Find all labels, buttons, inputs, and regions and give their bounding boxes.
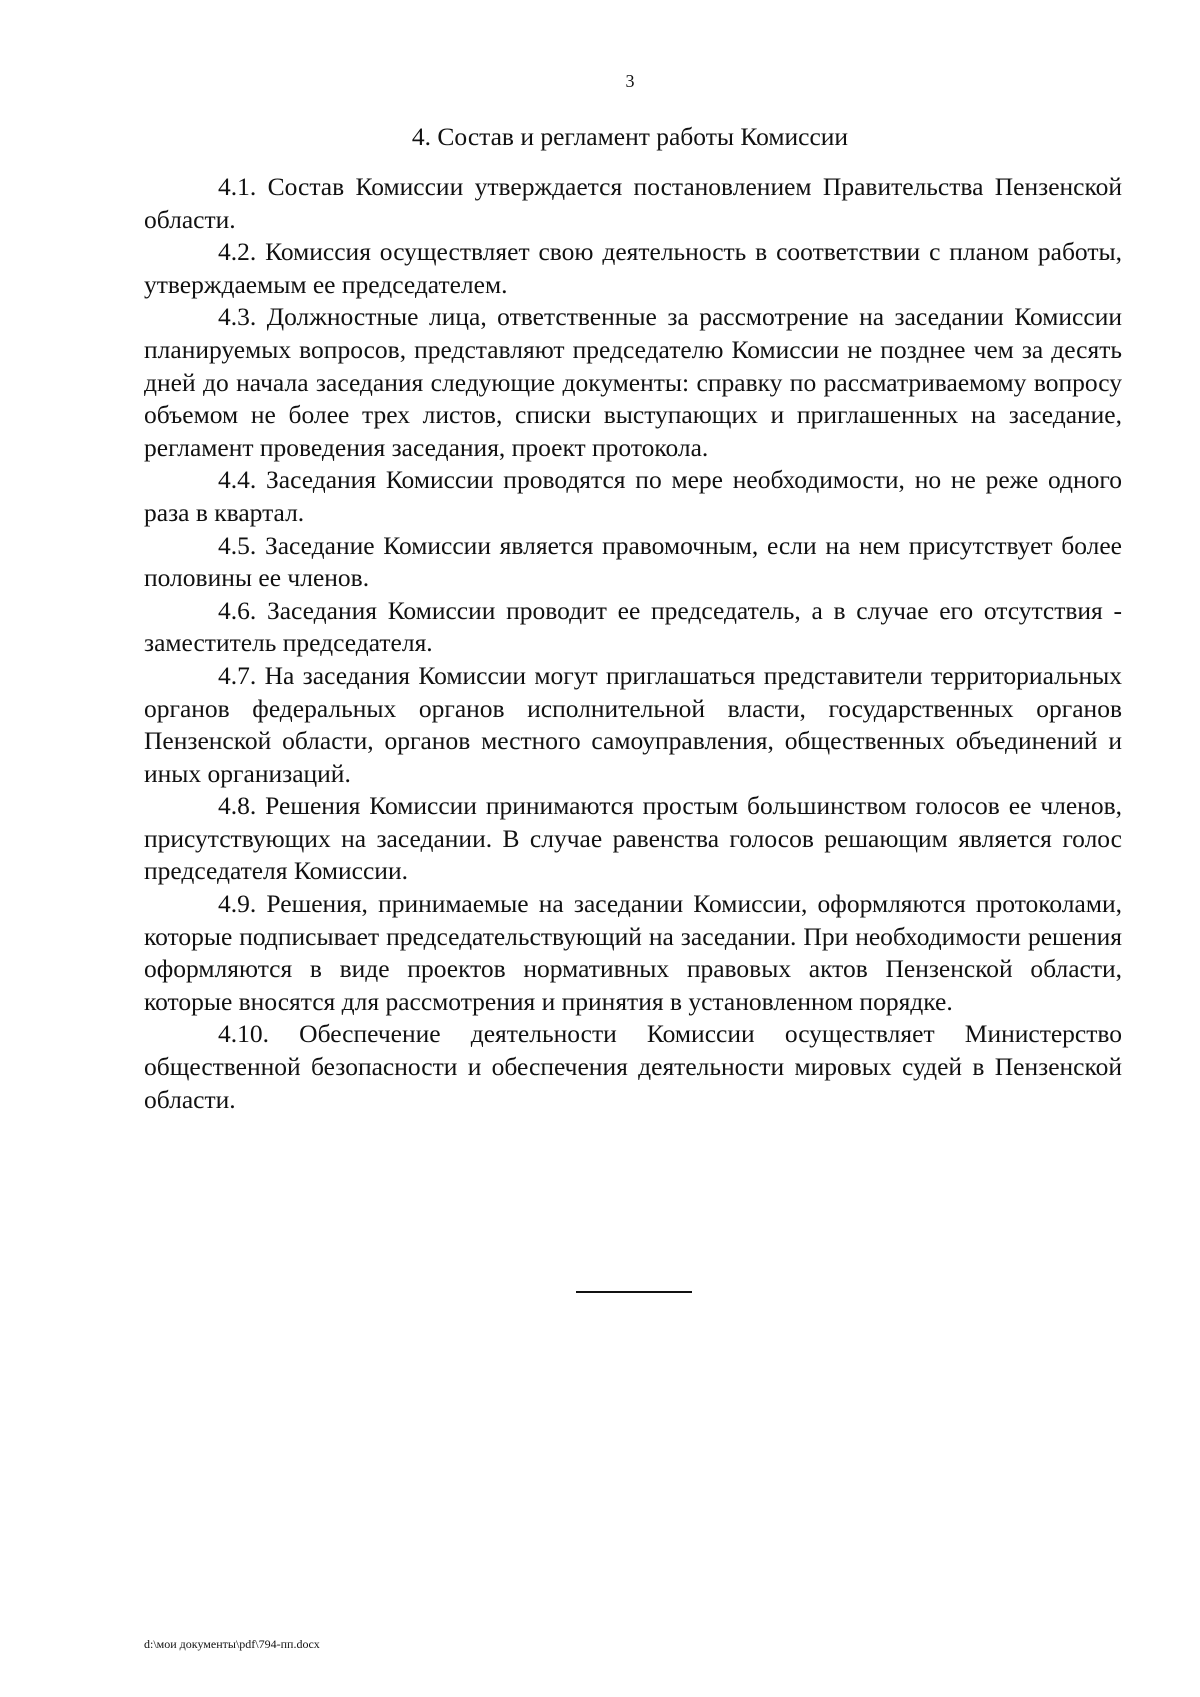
paragraph-4-10: 4.10. Обеспечение деятельности Комиссии осуществляет Министерство общественной безопасности и обеспечения деятельности мировых судей в Пензенской области. (144, 1019, 1122, 1114)
section-heading: 4. Состав и регламент работы Комиссии (411, 122, 849, 151)
closing-divider (576, 1291, 692, 1293)
paragraph-4-6: 4.6. Заседания Комиссии проводит ее председатель, а в случае его отсутствия - заместитель председателя. (144, 595, 1122, 658)
paragraph-4-3: 4.3. Должностные лица, ответственные за рассмотрение на заседании Комиссии планируемых вопросов, представляют председателю Комиссии не позднее чем за десять дней до начала заседания следующие документы: справку по рассматриваемому вопросу объемом не более трех листов, списки выступающих и приглашенных на заседание, регламент проведения заседания, проект протокола. (144, 302, 1122, 462)
section-body (144, 171, 1122, 1116)
page-number: 3 (625, 71, 635, 91)
footer-file-path: d:\мои документы\pdf\794-пп.docx (144, 1637, 320, 1651)
paragraph-4-4: 4.4. Заседания Комиссии проводятся по мере необходимости, но не реже одного раза в квартал. (144, 465, 1122, 527)
paragraph-4-5: 4.5. Заседание Комиссии является правомочным, если на нем присутствует более половины ее членов. (144, 530, 1122, 593)
paragraph-4-9: 4.9. Решения, принимаемые на заседании Комиссии, оформляются протоколами, которые подписывает председательствующий на заседании. При необходимости решения оформляются в виде проектов нормативных правовых актов Пензенской области, которые вносятся для рассмотрения и принятия в установленном порядке. (144, 889, 1122, 1016)
paragraph-4-2: 4.2. Комиссия осуществляет свою деятельность в соответствии с планом работы, утверждаемым ее председателем. (144, 237, 1122, 299)
paragraph-4-7: 4.7. На заседания Комиссии могут приглашаться представители территориальных органов федеральных органов исполнительной власти, государственных органов Пензенской области, органов местного самоуправления, общественных объединений и иных организаций. (144, 660, 1122, 788)
paragraph-4-1: 4.1. Состав Комиссии утверждается постановлением Правительства Пензенской области. (144, 172, 1122, 234)
paragraph-4-8: 4.8. Решения Комиссии принимаются простым большинством голосов ее членов, присутствующих на заседании. В случае равенства голосов решающим является голос председателя Комиссии. (144, 791, 1122, 886)
